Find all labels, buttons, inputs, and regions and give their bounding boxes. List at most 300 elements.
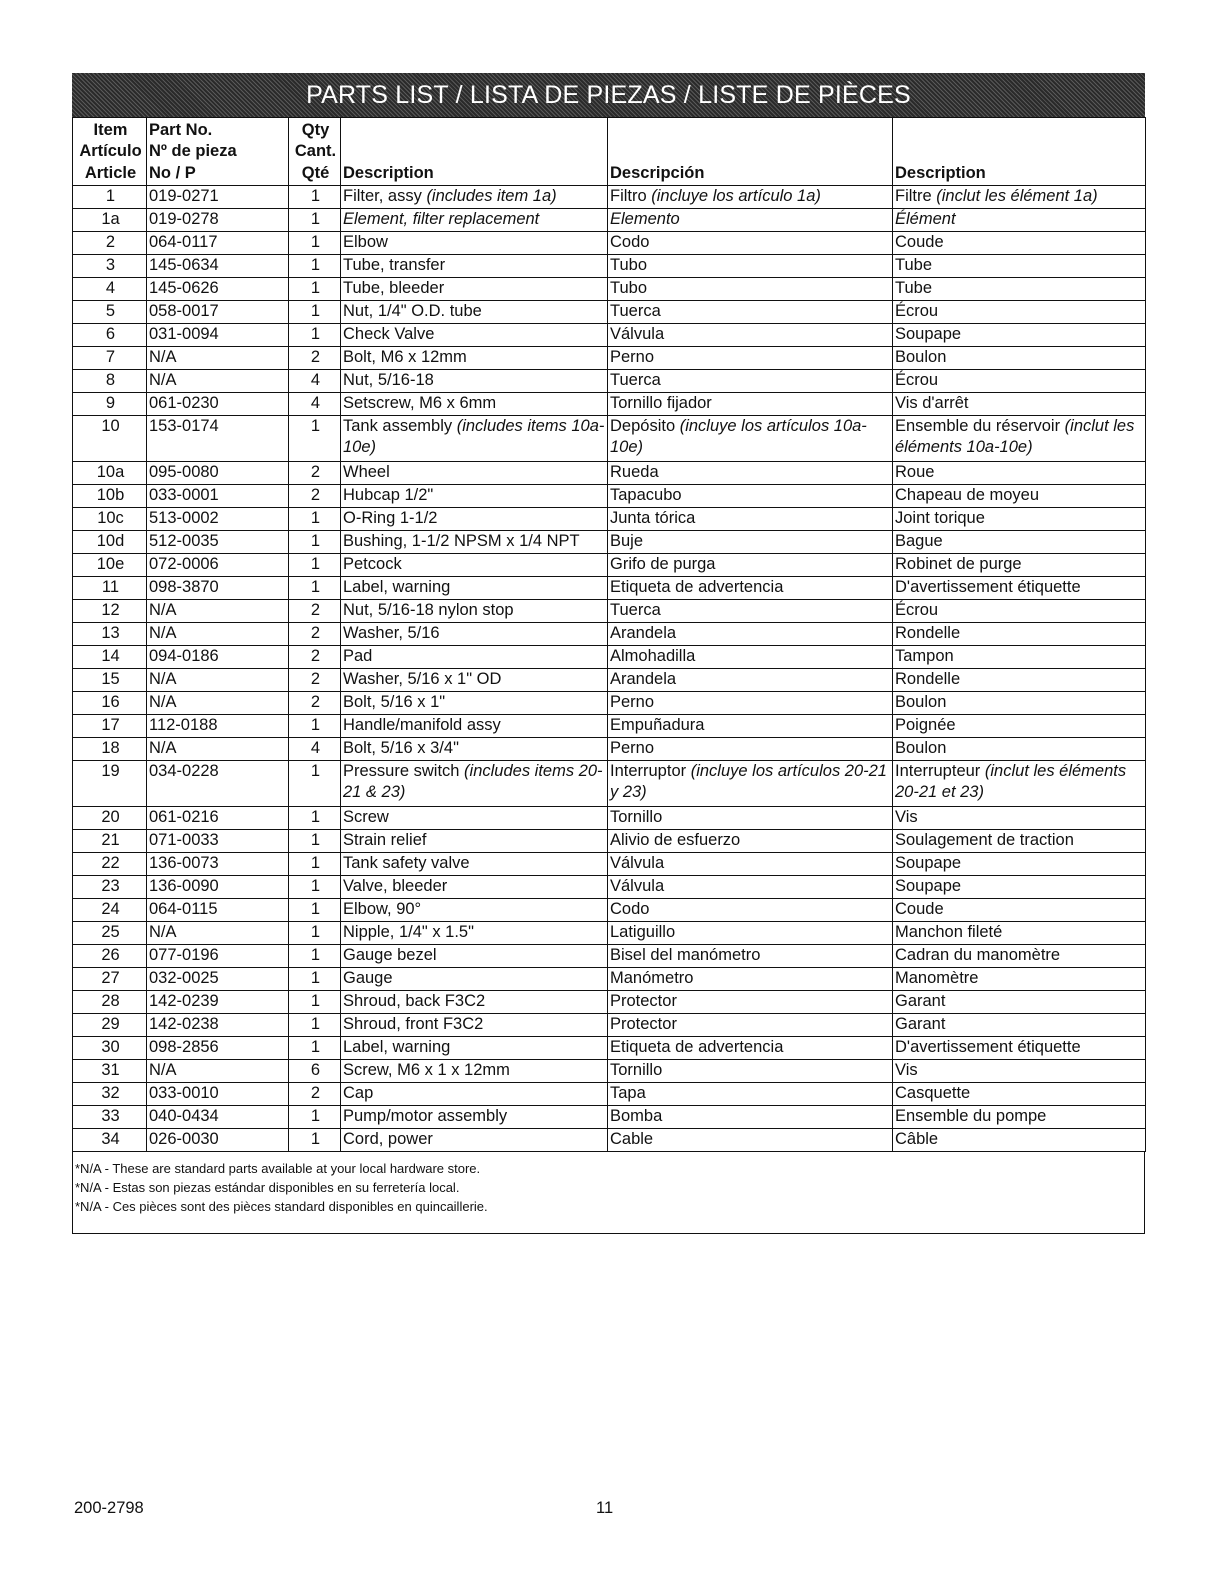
description-text: Vis d'arrêt (895, 394, 969, 412)
description-fr-cell (893, 370, 1146, 393)
description-fr-cell (893, 577, 1146, 600)
description-text: Washer, 5/16 (343, 624, 440, 642)
part-number-cell: 071-0033 (147, 830, 289, 853)
table-row (73, 807, 1146, 830)
description-fr-cell (893, 531, 1146, 554)
description-text: Manomètre (895, 969, 979, 987)
item-number-cell: 17 (73, 715, 147, 738)
table-row (73, 830, 1146, 853)
quantity-cell: 1 (289, 255, 341, 278)
description-es-cell (608, 922, 893, 945)
description-es-cell (608, 508, 893, 531)
table-row (73, 991, 1146, 1014)
description-note: (includes items 10a-10e) (343, 417, 605, 456)
description-fr-cell (893, 278, 1146, 301)
description-text: Screw, M6 x 1 x 12mm (343, 1061, 510, 1079)
quantity-cell: 1 (289, 531, 341, 554)
description-text: Tornillo fijador (610, 394, 712, 412)
item-number-cell: 33 (73, 1106, 147, 1129)
description-en-cell (341, 393, 608, 416)
description-text: Alivio de esfuerzo (610, 831, 741, 849)
description-note: (incluye los artículo 1a) (651, 187, 821, 205)
description-fr-cell (893, 761, 1146, 807)
description-text: Boulon (895, 739, 947, 757)
item-number-cell: 29 (73, 1014, 147, 1037)
description-text: Nut, 5/16-18 nylon stop (343, 601, 514, 619)
part-number-cell: 095-0080 (147, 462, 289, 485)
item-number-cell: 21 (73, 830, 147, 853)
quantity-cell: 2 (289, 646, 341, 669)
description-text: Codo (610, 900, 650, 918)
description-text: Elbow (343, 233, 388, 251)
description-text: Tube, bleeder (343, 279, 445, 297)
description-en-cell (341, 876, 608, 899)
description-text: Tuerca (610, 302, 661, 320)
description-fr-cell (893, 232, 1146, 255)
description-en-cell (341, 991, 608, 1014)
part-number-cell: N/A (147, 738, 289, 761)
table-row (73, 347, 1146, 370)
header-description-fr: Description (893, 118, 1146, 186)
description-en-cell (341, 531, 608, 554)
item-number-cell: 28 (73, 991, 147, 1014)
description-text: Pressure switch (343, 762, 465, 780)
description-text: Cable (610, 1130, 654, 1148)
description-text: Tapacubo (610, 486, 682, 504)
description-en-cell (341, 232, 608, 255)
description-en-cell (341, 830, 608, 853)
table-row (73, 945, 1146, 968)
description-en-cell (341, 738, 608, 761)
description-text: Latiguillo (610, 923, 676, 941)
description-es-cell (608, 669, 893, 692)
description-text: Gauge (343, 969, 393, 987)
description-fr-cell (893, 186, 1146, 209)
description-note: (includes items 20-21 & 23) (343, 762, 603, 801)
quantity-cell: 2 (289, 462, 341, 485)
description-text: Écrou (895, 371, 939, 389)
item-number-cell: 10b (73, 485, 147, 508)
description-es-cell (608, 945, 893, 968)
description-text: Tornillo (610, 808, 663, 826)
part-number-cell: 112-0188 (147, 715, 289, 738)
description-fr-cell (893, 899, 1146, 922)
description-es-cell (608, 416, 893, 462)
footnotes (72, 1152, 1145, 1234)
description-text: Soupape (895, 877, 962, 895)
header-description-es: Descripción (608, 118, 893, 186)
description-en-cell (341, 577, 608, 600)
description-text: Roue (895, 463, 935, 481)
description-fr-cell (893, 1060, 1146, 1083)
item-number-cell: 14 (73, 646, 147, 669)
footnote-fr: *N/A - Ces pièces sont des pièces standard disponibles en quincaillerie. (75, 1199, 488, 1214)
description-fr-cell (893, 715, 1146, 738)
description-text: Soulagement de traction (895, 831, 1074, 849)
description-text: Chapeau de moyeu (895, 486, 1040, 504)
description-text: Bague (895, 532, 943, 550)
description-fr-cell (893, 876, 1146, 899)
description-fr-cell (893, 600, 1146, 623)
part-number-cell: N/A (147, 370, 289, 393)
table-row (73, 738, 1146, 761)
description-en-cell (341, 623, 608, 646)
table-row (73, 577, 1146, 600)
description-text: Tube, transfer (343, 256, 446, 274)
description-text: Valve, bleeder (343, 877, 448, 895)
table-row (73, 1106, 1146, 1129)
table-row (73, 186, 1146, 209)
quantity-cell: 1 (289, 554, 341, 577)
description-en-cell (341, 1106, 608, 1129)
table-row (73, 876, 1146, 899)
description-fr-cell (893, 830, 1146, 853)
description-text: Setscrew, M6 x 6mm (343, 394, 497, 412)
description-text: Shroud, back F3C2 (343, 992, 486, 1010)
description-text: Shroud, front F3C2 (343, 1015, 484, 1033)
description-en-cell (341, 600, 608, 623)
quantity-cell: 1 (289, 324, 341, 347)
description-text: Label, warning (343, 578, 451, 596)
quantity-cell: 2 (289, 623, 341, 646)
description-note: (incluye los artículos 10a-10e) (610, 417, 867, 456)
description-text: D'avertissement étiquette (895, 578, 1081, 596)
quantity-cell: 1 (289, 968, 341, 991)
description-es-cell (608, 255, 893, 278)
description-en-cell (341, 255, 608, 278)
part-number-cell: 026-0030 (147, 1129, 289, 1152)
description-fr-cell (893, 991, 1146, 1014)
description-es-cell (608, 738, 893, 761)
description-fr-cell (893, 1106, 1146, 1129)
part-number-cell: 136-0073 (147, 853, 289, 876)
quantity-cell: 1 (289, 945, 341, 968)
table-row (73, 1060, 1146, 1083)
quantity-cell: 1 (289, 278, 341, 301)
quantity-cell: 1 (289, 1129, 341, 1152)
description-es-cell (608, 485, 893, 508)
description-fr-cell (893, 301, 1146, 324)
description-fr-cell (893, 485, 1146, 508)
description-es-cell (608, 807, 893, 830)
description-fr-cell (893, 462, 1146, 485)
table-row (73, 554, 1146, 577)
footnote-es: *N/A - Estas son piezas estándar disponibles en su ferretería local. (75, 1180, 460, 1195)
description-es-cell (608, 1060, 893, 1083)
description-fr-cell (893, 623, 1146, 646)
description-en-cell (341, 462, 608, 485)
quantity-cell: 1 (289, 1037, 341, 1060)
description-fr-cell (893, 347, 1146, 370)
description-fr-cell (893, 1083, 1146, 1106)
description-text: Gauge bezel (343, 946, 437, 964)
description-text: Tube (895, 279, 932, 297)
description-es-cell (608, 1014, 893, 1037)
item-number-cell: 9 (73, 393, 147, 416)
description-text: Rondelle (895, 670, 961, 688)
table-row (73, 922, 1146, 945)
item-number-cell: 5 (73, 301, 147, 324)
description-text: Protector (610, 992, 677, 1010)
description-en-cell (341, 508, 608, 531)
description-text: Tubo (610, 279, 647, 297)
part-number-cell: 019-0278 (147, 209, 289, 232)
quantity-cell: 1 (289, 209, 341, 232)
description-fr-cell (893, 1129, 1146, 1152)
description-es-cell (608, 186, 893, 209)
table-row (73, 278, 1146, 301)
description-fr-cell (893, 324, 1146, 347)
description-text: Screw (343, 808, 389, 826)
description-es-cell (608, 1106, 893, 1129)
description-text: Buje (610, 532, 644, 550)
description-note: (inclut les éléments 20-21 et 23) (895, 762, 1127, 801)
description-es-cell (608, 968, 893, 991)
table-row (73, 416, 1146, 462)
description-fr-cell (893, 646, 1146, 669)
item-number-cell: 32 (73, 1083, 147, 1106)
part-number-cell: N/A (147, 669, 289, 692)
description-text: Arandela (610, 624, 677, 642)
description-text: Cadran du manomètre (895, 946, 1061, 964)
item-number-cell: 16 (73, 692, 147, 715)
description-text: Elbow, 90° (343, 900, 422, 918)
table-row (73, 485, 1146, 508)
description-en-cell (341, 370, 608, 393)
description-fr-cell (893, 209, 1146, 232)
part-number-cell: N/A (147, 600, 289, 623)
item-number-cell: 13 (73, 623, 147, 646)
description-text: Filtre (895, 187, 937, 205)
description-text: Tube (895, 256, 932, 274)
parts-table-body (73, 186, 1146, 1152)
description-text: D'avertissement étiquette (895, 1038, 1081, 1056)
description-text: Check Valve (343, 325, 435, 343)
description-es-cell (608, 830, 893, 853)
parts-list-container (72, 117, 1145, 1234)
description-note: Element, filter replacement (343, 210, 540, 228)
description-text: Bisel del manómetro (610, 946, 761, 964)
description-es-cell (608, 1129, 893, 1152)
item-number-cell: 24 (73, 899, 147, 922)
description-en-cell (341, 1060, 608, 1083)
item-number-cell: 23 (73, 876, 147, 899)
description-text: Nut, 1/4" O.D. tube (343, 302, 482, 320)
footnote-en: *N/A - These are standard parts available at your local hardware store. (75, 1161, 481, 1176)
part-number-cell: 145-0626 (147, 278, 289, 301)
part-number-cell: 098-3870 (147, 577, 289, 600)
quantity-cell: 1 (289, 232, 341, 255)
quantity-cell: 2 (289, 347, 341, 370)
item-number-cell: 2 (73, 232, 147, 255)
item-number-cell: 10 (73, 416, 147, 462)
item-number-cell: 31 (73, 1060, 147, 1083)
description-text: Junta tórica (610, 509, 696, 527)
description-text: Garant (895, 992, 946, 1010)
description-es-cell (608, 393, 893, 416)
part-number-cell: 513-0002 (147, 508, 289, 531)
description-fr-cell (893, 1037, 1146, 1060)
description-es-cell (608, 301, 893, 324)
description-en-cell (341, 301, 608, 324)
description-es-cell (608, 324, 893, 347)
description-es-cell (608, 462, 893, 485)
table-row (73, 1129, 1146, 1152)
description-es-cell (608, 278, 893, 301)
table-row (73, 324, 1146, 347)
description-text: Filter, assy (343, 187, 427, 205)
part-number-cell: 040-0434 (147, 1106, 289, 1129)
part-number-cell: 019-0271 (147, 186, 289, 209)
quantity-cell: 1 (289, 301, 341, 324)
description-text: Tapa (610, 1084, 646, 1102)
description-es-cell (608, 646, 893, 669)
quantity-cell: 1 (289, 899, 341, 922)
part-number-cell: N/A (147, 1060, 289, 1083)
description-es-cell (608, 853, 893, 876)
description-text: Garant (895, 1015, 946, 1033)
item-number-cell: 10a (73, 462, 147, 485)
part-number-cell: 077-0196 (147, 945, 289, 968)
description-en-cell (341, 715, 608, 738)
description-text: Coude (895, 900, 944, 918)
description-text: Boulon (895, 348, 947, 366)
table-row (73, 1014, 1146, 1037)
item-number-cell: 1a (73, 209, 147, 232)
description-text: Coude (895, 233, 944, 251)
part-number-cell: 033-0001 (147, 485, 289, 508)
description-note: (includes item 1a) (426, 187, 557, 205)
description-en-cell (341, 669, 608, 692)
quantity-cell: 1 (289, 830, 341, 853)
item-number-cell: 12 (73, 600, 147, 623)
quantity-cell: 1 (289, 807, 341, 830)
table-row (73, 301, 1146, 324)
description-fr-cell (893, 692, 1146, 715)
description-text: Petcock (343, 555, 402, 573)
description-text: Perno (610, 693, 655, 711)
description-en-cell (341, 807, 608, 830)
part-number-cell: 098-2856 (147, 1037, 289, 1060)
description-en-cell (341, 853, 608, 876)
description-es-cell (608, 370, 893, 393)
table-row (73, 899, 1146, 922)
document-code: 200-2798 (74, 1499, 144, 1517)
description-fr-cell (893, 922, 1146, 945)
table-row (73, 1083, 1146, 1106)
item-number-cell: 18 (73, 738, 147, 761)
description-en-cell (341, 968, 608, 991)
description-en-cell (341, 416, 608, 462)
description-text: Manchon fileté (895, 923, 1003, 941)
parts-list-banner (72, 73, 1145, 117)
item-number-cell: 19 (73, 761, 147, 807)
description-en-cell (341, 1014, 608, 1037)
part-number-cell: 153-0174 (147, 416, 289, 462)
description-text: Depósito (610, 417, 680, 435)
description-text: Handle/manifold assy (343, 716, 501, 734)
description-text: Soupape (895, 854, 962, 872)
description-text: Perno (610, 348, 655, 366)
description-en-cell (341, 209, 608, 232)
description-fr-cell (893, 416, 1146, 462)
description-text: O-Ring 1-1/2 (343, 509, 438, 527)
quantity-cell: 6 (289, 1060, 341, 1083)
description-text: Grifo de purga (610, 555, 716, 573)
quantity-cell: 4 (289, 738, 341, 761)
part-number-cell: 094-0186 (147, 646, 289, 669)
quantity-cell: 2 (289, 485, 341, 508)
description-en-cell (341, 922, 608, 945)
description-fr-cell (893, 393, 1146, 416)
description-fr-cell (893, 853, 1146, 876)
parts-list-title: PARTS LIST / LISTA DE PIEZAS / LISTE DE PIÈCES (306, 80, 911, 109)
part-number-cell: 034-0228 (147, 761, 289, 807)
description-text: Pump/motor assembly (343, 1107, 508, 1125)
description-text: Tornillo (610, 1061, 663, 1079)
item-number-cell: 1 (73, 186, 147, 209)
description-es-cell (608, 623, 893, 646)
description-text: Rondelle (895, 624, 961, 642)
header-part-number: Part No. Nº de pieza No / P (147, 118, 289, 186)
description-en-cell (341, 186, 608, 209)
description-text: Pad (343, 647, 373, 665)
item-number-cell: 26 (73, 945, 147, 968)
description-en-cell (341, 324, 608, 347)
part-number-cell: N/A (147, 692, 289, 715)
description-es-cell (608, 991, 893, 1014)
description-text: Ensemble du réservoir (895, 417, 1065, 435)
item-number-cell: 34 (73, 1129, 147, 1152)
description-text: Tank assembly (343, 417, 457, 435)
quantity-cell: 1 (289, 508, 341, 531)
description-text: Bushing, 1-1/2 NPSM x 1/4 NPT (343, 532, 580, 550)
table-row (73, 370, 1146, 393)
description-text: Válvula (610, 325, 665, 343)
header-description-en: Description (341, 118, 608, 186)
part-number-cell: 512-0035 (147, 531, 289, 554)
part-number-cell: 064-0115 (147, 899, 289, 922)
description-text: Cord, power (343, 1130, 433, 1148)
description-note: (incluye los artículos 20-21 y 23) (610, 762, 887, 801)
description-en-cell (341, 761, 608, 807)
description-text: Strain relief (343, 831, 427, 849)
description-text: Tank safety valve (343, 854, 470, 872)
quantity-cell: 2 (289, 692, 341, 715)
quantity-cell: 1 (289, 1106, 341, 1129)
description-fr-cell (893, 807, 1146, 830)
description-text: Écrou (895, 601, 939, 619)
description-fr-cell (893, 554, 1146, 577)
quantity-cell: 4 (289, 393, 341, 416)
part-number-cell: 145-0634 (147, 255, 289, 278)
description-fr-cell (893, 968, 1146, 991)
description-text: Joint torique (895, 509, 985, 527)
description-text: Bolt, 5/16 x 1" (343, 693, 446, 711)
description-fr-cell (893, 738, 1146, 761)
description-es-cell (608, 1037, 893, 1060)
parts-table (72, 117, 1146, 1152)
description-en-cell (341, 485, 608, 508)
part-number-cell: 032-0025 (147, 968, 289, 991)
description-fr-cell (893, 255, 1146, 278)
item-number-cell: 11 (73, 577, 147, 600)
description-text: Etiqueta de advertencia (610, 1038, 784, 1056)
description-es-cell (608, 715, 893, 738)
item-number-cell: 27 (73, 968, 147, 991)
description-text: Ensemble du pompe (895, 1107, 1047, 1125)
description-text: Tampon (895, 647, 954, 665)
